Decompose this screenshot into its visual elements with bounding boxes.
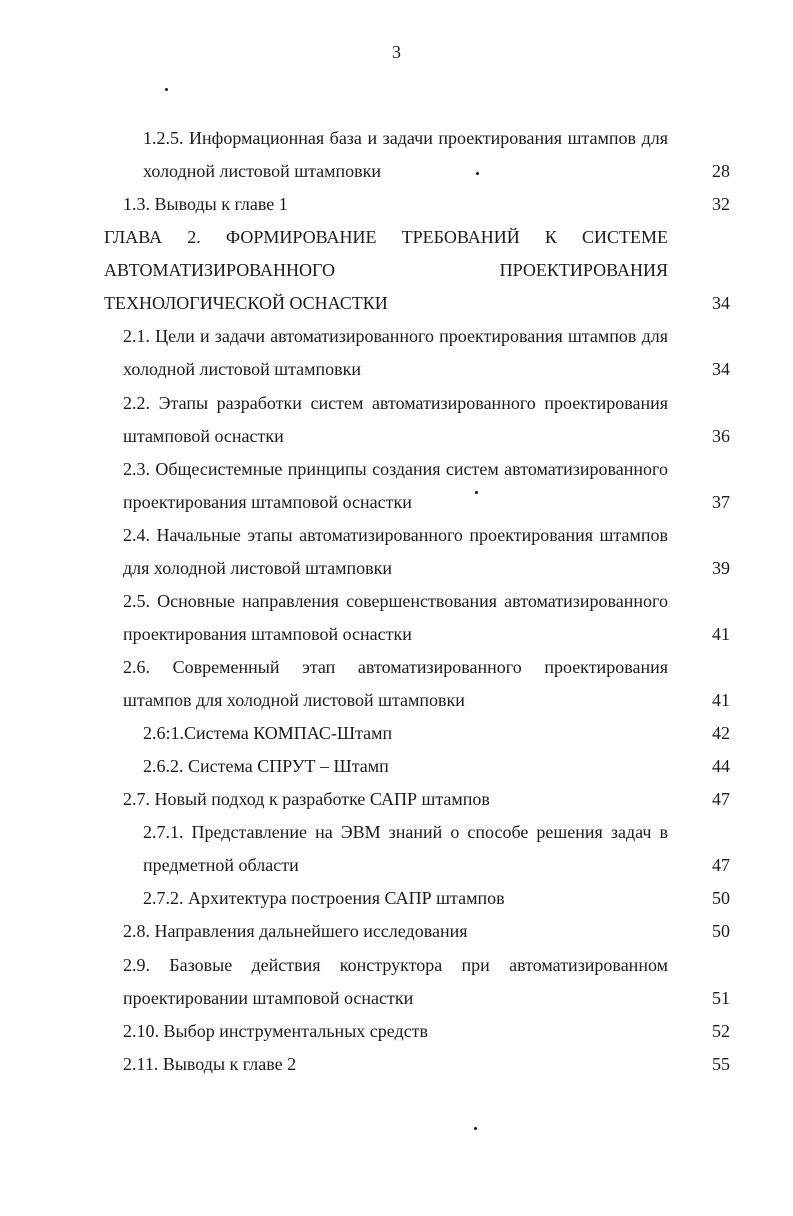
- toc-entry-2-1-line1: 2.1. Цели и задачи автоматизированного проектирования штампов для: [123, 326, 668, 346]
- toc-page-2-5: 41: [712, 624, 730, 644]
- scan-speck: [165, 88, 168, 91]
- toc-page-2-4: 39: [712, 558, 730, 578]
- toc-page-2-7-1: 47: [712, 855, 730, 875]
- toc-entry-2-9-line1: 2.9. Базовые действия конструктора при автоматизированном: [123, 955, 668, 975]
- toc-entry-2-5-line2: проектирования штамповой оснастки: [123, 624, 412, 644]
- toc-chapter-2-line3: ТЕХНОЛОГИЧЕСКОЙ ОСНАСТКИ: [104, 293, 388, 313]
- toc-entry-1-3: 1.3. Выводы к главе 1: [123, 194, 288, 214]
- toc-page-2-3: 37: [712, 492, 730, 512]
- toc-entry-2-6-line1: 2.6. Современный этап автоматизированного проектирования: [123, 657, 668, 677]
- toc-entry-2-8: 2.8. Направления дальнейшего исследования: [123, 921, 468, 941]
- toc-entry-2-6-1: 2.6:1.Система КОМПАС-Штамп: [143, 723, 393, 743]
- toc-entry-2-2-line1: 2.2. Этапы разработки систем автоматизированного проектирования: [123, 393, 668, 413]
- toc-entry-2-3-line2: проектирования штамповой оснастки: [123, 492, 412, 512]
- toc-page-2-7: 47: [712, 789, 730, 809]
- toc-entry-2-10: 2.10. Выбор инструментальных средств: [123, 1021, 429, 1041]
- scan-speck: [474, 1127, 477, 1130]
- toc-chapter-2-line1: ГЛАВА 2. ФОРМИРОВАНИЕ ТРЕБОВАНИЙ К СИСТЕМЕ: [104, 227, 668, 247]
- toc-page-2-9: 51: [712, 988, 730, 1008]
- toc-entry-2-1-line2: холодной листовой штамповки: [123, 359, 362, 379]
- toc-entry-2-6-line2: штампов для холодной листовой штамповки: [123, 690, 465, 710]
- toc-chapter-2-line2: АВТОМАТИЗИРОВАННОГО ПРОЕКТИРОВАНИЯ: [104, 260, 668, 280]
- toc-entry-1-2-5-line2: холодной листовой штамповки: [143, 161, 382, 181]
- toc-entry-2-7-2: 2.7.2. Архитектура построения САПР штампов: [143, 888, 505, 908]
- toc-page-2-2: 36: [712, 426, 730, 446]
- toc-entry-2-4-line1: 2.4. Начальные этапы автоматизированного проектирования штампов: [123, 525, 668, 545]
- toc-entry-1-2-5-line1: 1.2.5. Информационная база и задачи проектирования штампов для: [143, 128, 668, 148]
- toc-page-chapter-2: 34: [712, 293, 730, 313]
- toc-entry-2-7-1-line2: предметной области: [143, 855, 299, 875]
- toc-entry-2-7: 2.7. Новый подход к разработке САПР штампов: [123, 789, 490, 809]
- toc-page-1-3: 32: [712, 194, 730, 214]
- toc-page-2-6: 41: [712, 690, 730, 710]
- toc-entry-2-3-line1: 2.3. Общесистемные принципы создания систем автоматизированного: [123, 459, 668, 479]
- toc-entry-2-6-2: 2.6.2. Система СПРУТ – Штамп: [143, 756, 389, 776]
- toc-page-2-8: 50: [712, 921, 730, 941]
- toc-entry-2-5-line1: 2.5. Основные направления совершенствования автоматизированного: [123, 591, 668, 611]
- toc-entry-2-2-line2: штамповой оснастки: [123, 426, 284, 446]
- toc-entry-2-7-1-line1: 2.7.1. Представление на ЭВМ знаний о способе решения задач в: [143, 822, 668, 842]
- toc-page-2-11: 55: [712, 1054, 730, 1074]
- toc-page-2-7-2: 50: [712, 888, 730, 908]
- toc-entry-2-4-line2: для холодной листовой штамповки: [123, 558, 392, 578]
- toc-page-2-6-1: 42: [712, 723, 730, 743]
- toc-page-2-6-2: 44: [712, 756, 730, 776]
- toc-page-2-1: 34: [712, 359, 730, 379]
- toc-page-2-10: 52: [712, 1021, 730, 1041]
- toc-page-1-2-5: 28: [712, 161, 730, 181]
- page-number: 3: [392, 42, 401, 62]
- toc-entry-2-11: 2.11. Выводы к главе 2: [123, 1054, 297, 1074]
- toc-entry-2-9-line2: проектировании штамповой оснастки: [123, 988, 414, 1008]
